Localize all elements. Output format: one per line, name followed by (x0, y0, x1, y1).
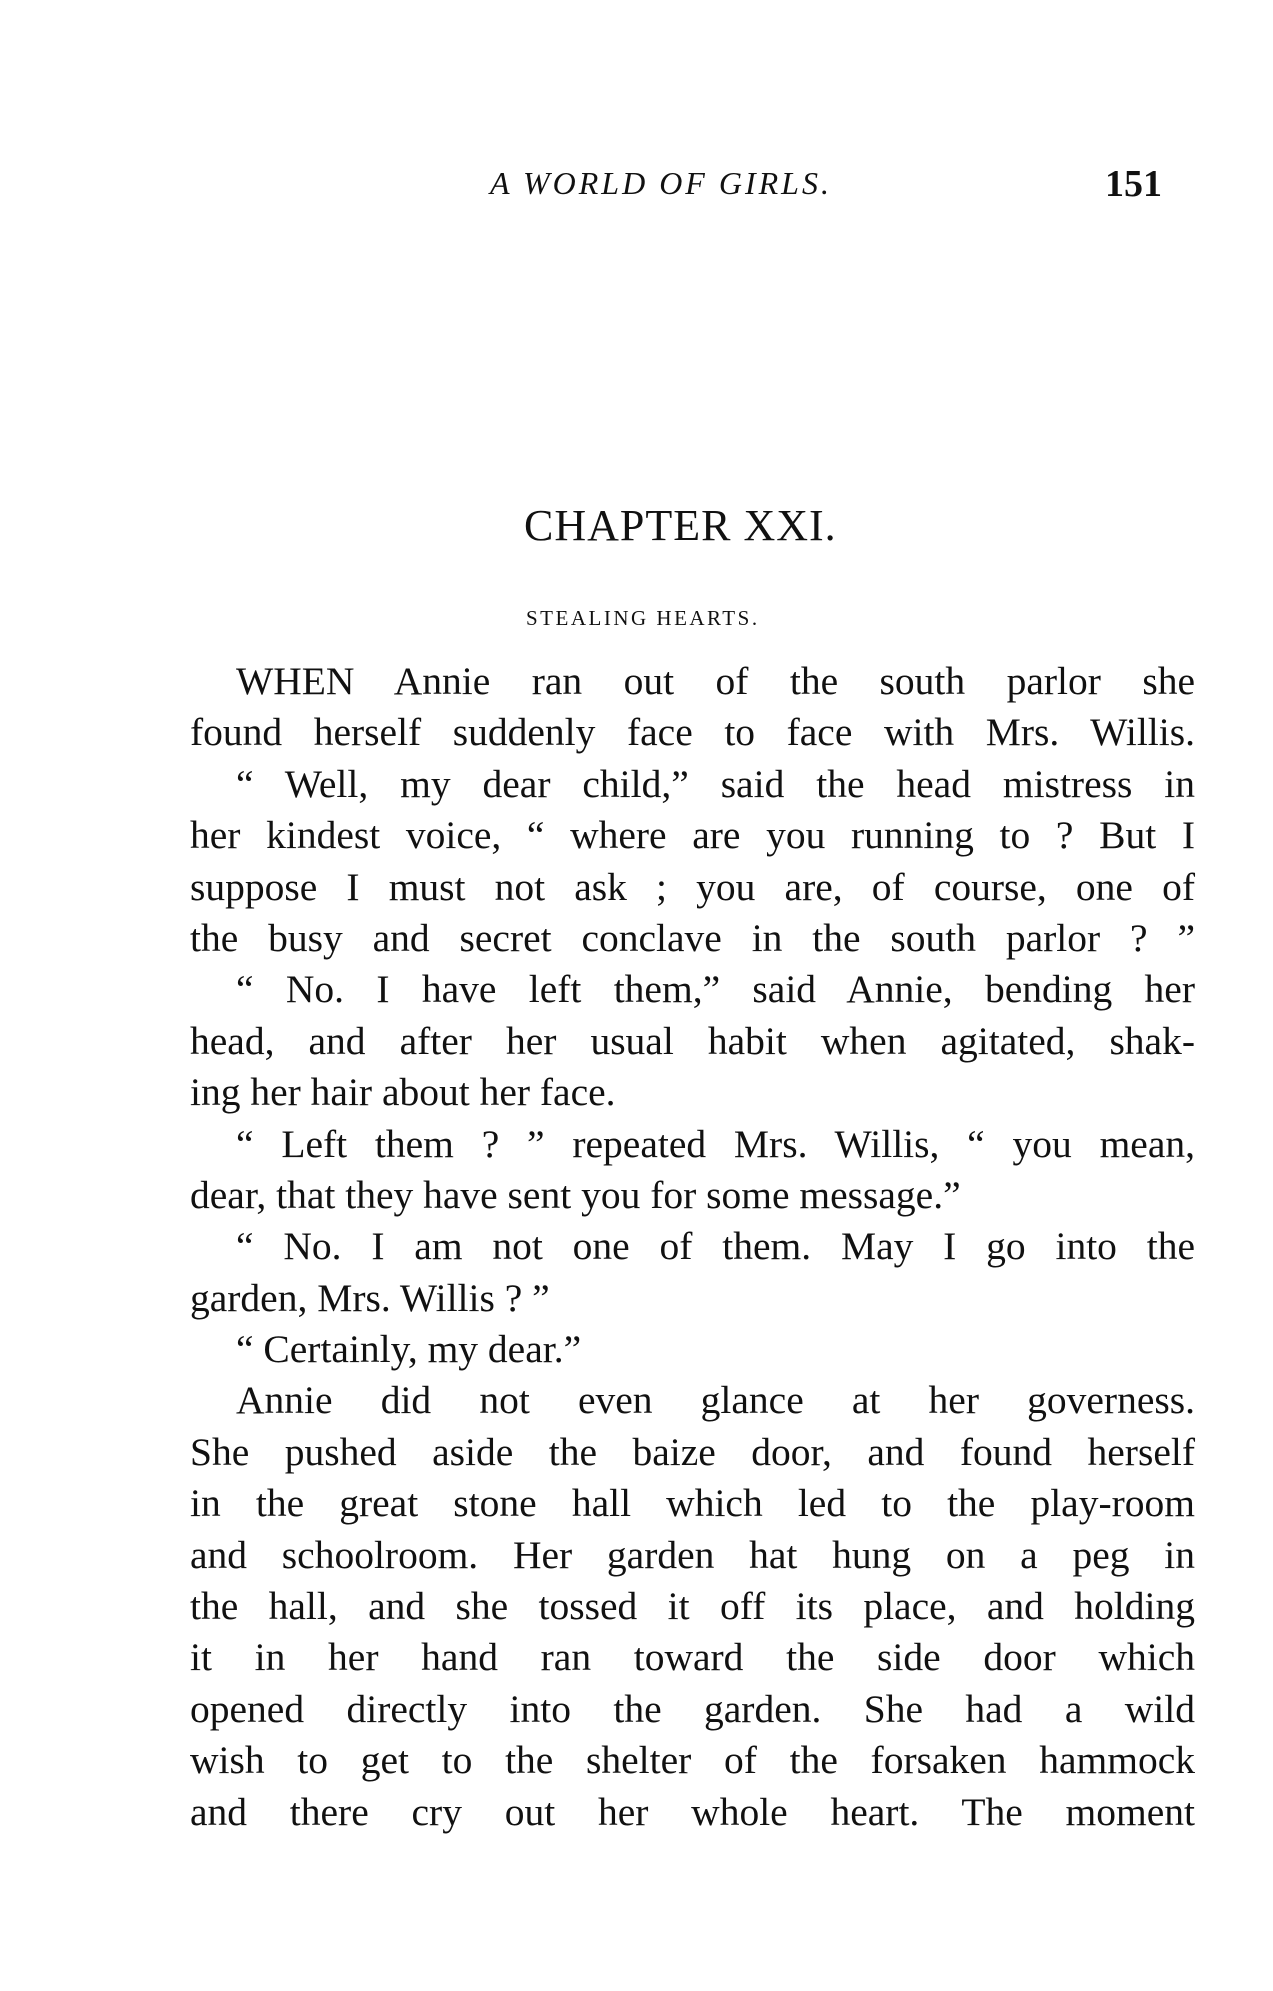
text-line: it in her hand ran toward the side door which (190, 1635, 1195, 1680)
text-line: dear, that they have sent you for some message.” (190, 1172, 961, 1217)
text-line: head, and after her usual habit when agitated, shak- (190, 1018, 1195, 1063)
text-line: in the great stone hall which led to the play-room (190, 1481, 1195, 1526)
text-line: “ Well, my dear child,” said the head mistress in (236, 761, 1195, 806)
page-number: 151 (1105, 163, 1162, 205)
running-head: A WORLD OF GIRLS. (490, 165, 832, 201)
text-line: wish to get to the shelter of the forsaken hammock (190, 1738, 1195, 1783)
text-line: suppose I must not ask ; you are, of course, one of (190, 864, 1195, 909)
chapter-title: CHAPTER XXI. (524, 501, 837, 550)
text-line: opened directly into the garden. She had a wild (190, 1686, 1195, 1731)
chapter-subtitle: STEALING HEARTS. (526, 606, 760, 630)
text-line: the hall, and she tossed it off its place, and holding (190, 1584, 1195, 1629)
text-line: “ Certainly, my dear.” (236, 1327, 582, 1372)
body-text (190, 656, 1195, 1838)
text-line: “ Left them ? ” repeated Mrs. Willis, “ you mean, (236, 1121, 1195, 1166)
text-line: “ No. I am not one of them. May I go into the (236, 1224, 1195, 1269)
text-line: the busy and secret conclave in the south parlor ? ” (190, 915, 1195, 960)
text-line: her kindest voice, “ where are you running to ? But I (190, 813, 1195, 858)
text-line: “ No. I have left them,” said Annie, bending her (236, 967, 1195, 1012)
text-line: Annie did not even glance at her governess. (236, 1378, 1195, 1423)
text-line: and schoolroom. Her garden hat hung on a peg in (190, 1532, 1195, 1577)
text-line: garden, Mrs. Willis ? ” (190, 1275, 550, 1320)
text-line: and there cry out her whole heart. The moment (190, 1789, 1195, 1834)
text-line: She pushed aside the baize door, and found herself (190, 1429, 1195, 1474)
text-line: WHEN Annie ran out of the south parlor she (236, 659, 1195, 703)
text-line: found herself suddenly face to face with Mrs. Willis. (190, 710, 1195, 755)
text-line: ing her hair about her face. (190, 1070, 616, 1115)
